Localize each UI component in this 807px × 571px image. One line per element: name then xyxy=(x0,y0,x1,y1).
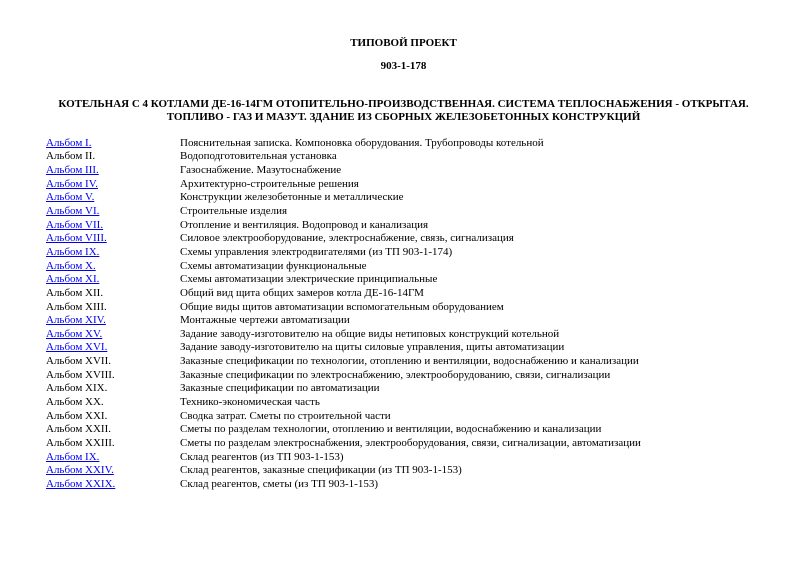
album-link[interactable]: Альбом IX. xyxy=(46,245,100,258)
album-id-cell xyxy=(46,219,180,231)
album-row xyxy=(46,382,786,396)
album-description: Склад реагентов, заказные спецификации (из ТП 903-1-153) xyxy=(180,464,462,477)
album-id-cell xyxy=(46,273,180,285)
album-row xyxy=(46,163,786,177)
album-link[interactable]: Альбом VI. xyxy=(46,205,100,218)
album-row xyxy=(46,341,786,355)
album-id-cell xyxy=(46,137,180,149)
album-id-cell xyxy=(46,191,180,203)
album-description: Силовое электрооборудование, электроснабжение, связь, сигнализация xyxy=(180,232,514,245)
album-id-cell xyxy=(46,382,180,394)
album-link[interactable]: Альбом XV. xyxy=(46,327,103,340)
album-id-cell xyxy=(46,423,180,435)
album-description: Сметы по разделам технологии, отоплению и вентиляции, водоснабжению и канализации xyxy=(180,423,602,436)
album-row xyxy=(46,204,786,218)
album-link[interactable]: Альбом V. xyxy=(46,191,95,204)
album-row xyxy=(46,368,786,382)
project-title-line-1: КОТЕЛЬНАЯ С 4 КОТЛАМИ ДЕ-16-14ГМ ОТОПИТЕЛЬНО-ПРОИЗВОДСТВЕННАЯ. СИСТЕМА ТЕПЛОСНАБЖЕНИЯ - ОТКРЫТАЯ. xyxy=(58,98,749,110)
album-description: Сводка затрат. Сметы по строительной части xyxy=(180,409,391,422)
album-link[interactable]: Альбом IX. xyxy=(46,450,100,463)
album-row xyxy=(46,191,786,205)
album-label: Альбом XXII. xyxy=(46,423,112,436)
project-number-heading: 903-1-178 xyxy=(380,60,427,72)
album-row xyxy=(46,313,786,327)
album-description: Строительные изделия xyxy=(180,205,288,218)
album-row xyxy=(46,259,786,273)
album-description: Сметы по разделам электроснабжения, электрооборудования, связи, сигнализации, автоматизации xyxy=(180,436,641,449)
album-description: Отопление и вентиляция. Водопровод и канализация xyxy=(180,218,429,231)
album-row xyxy=(46,436,786,450)
album-link[interactable]: Альбом XI. xyxy=(46,273,100,286)
album-row xyxy=(46,327,786,341)
album-description: Заказные спецификации по технологии, отоплению и вентиляции, водоснабжению и канализации xyxy=(180,355,639,368)
album-id-cell xyxy=(46,232,180,244)
album-description: Задание заводу-изготовителю на общие виды нетиповых конструкций котельной xyxy=(180,327,560,340)
project-title-line-2: ТОПЛИВО - ГАЗ И МАЗУТ. ЗДАНИЕ ИЗ СБОРНЫХ ЖЕЛЕЗОБЕТОННЫХ КОНСТРУКЦИЙ xyxy=(166,111,641,123)
album-label: Альбом XIX. xyxy=(46,382,108,395)
album-id-cell xyxy=(46,478,180,490)
album-link[interactable]: Альбом X. xyxy=(46,259,96,272)
album-row xyxy=(46,245,786,259)
album-link[interactable]: Альбом III. xyxy=(46,164,99,177)
album-id-cell xyxy=(46,410,180,422)
album-description: Общие виды щитов автоматизации вспомогательным оборудованием xyxy=(180,300,504,313)
album-link[interactable]: Альбом XVI. xyxy=(46,341,108,354)
album-row xyxy=(46,409,786,423)
album-description: Схемы автоматизации функциональные xyxy=(180,259,367,272)
album-link[interactable]: Альбом VII. xyxy=(46,218,104,231)
album-id-cell xyxy=(46,260,180,272)
album-description: Газоснабжение. Мазутоснабжение xyxy=(180,164,342,177)
album-id-cell xyxy=(46,205,180,217)
album-row xyxy=(46,231,786,245)
album-label: Альбом XII. xyxy=(46,286,104,299)
album-label: Альбом XVII. xyxy=(46,355,112,368)
album-description: Склад реагентов (из ТП 903-1-153) xyxy=(180,450,344,463)
album-row xyxy=(46,286,786,300)
album-description: Пояснительная записка. Компоновка оборудования. Трубопроводы котельной xyxy=(180,136,544,149)
album-row xyxy=(46,136,786,150)
album-description: Общий вид щита общих замеров котла ДЕ-16-14ГМ xyxy=(180,286,424,299)
album-id-cell xyxy=(46,341,180,353)
album-description: Склад реагентов, сметы (из ТП 903-1-153) xyxy=(180,477,379,490)
album-row xyxy=(46,300,786,314)
album-list xyxy=(46,136,786,491)
album-id-cell xyxy=(46,314,180,326)
album-label: Альбом II. xyxy=(46,150,96,163)
album-id-cell xyxy=(46,328,180,340)
album-id-cell xyxy=(46,178,180,190)
album-description: Схемы автоматизации электрические принципиальные xyxy=(180,273,438,286)
album-id-cell xyxy=(46,396,180,408)
album-description: Водоподготовительная установка xyxy=(180,150,337,163)
album-label: Альбом XIII. xyxy=(46,300,107,313)
album-id-cell xyxy=(46,246,180,258)
album-row xyxy=(46,422,786,436)
album-row xyxy=(46,395,786,409)
album-id-cell xyxy=(46,150,180,162)
album-row xyxy=(46,150,786,164)
album-link[interactable]: Альбом XXIV. xyxy=(46,464,114,477)
album-id-cell xyxy=(46,451,180,463)
album-label: Альбом XVIII. xyxy=(46,368,115,381)
album-row xyxy=(46,477,786,491)
album-row xyxy=(46,463,786,477)
album-row xyxy=(46,450,786,464)
album-id-cell xyxy=(46,301,180,313)
album-link[interactable]: Альбом VIII. xyxy=(46,232,107,245)
album-description: Конструкции железобетонные и металлические xyxy=(180,191,404,204)
album-id-cell xyxy=(46,464,180,476)
album-row xyxy=(46,272,786,286)
document-type-heading: ТИПОВОЙ ПРОЕКТ xyxy=(350,37,457,49)
album-label: Альбом XXIII. xyxy=(46,436,115,449)
album-description: Заказные спецификации по электроснабжению, электрооборудованию, связи, сигнализации xyxy=(180,368,611,381)
album-row xyxy=(46,354,786,368)
album-row xyxy=(46,177,786,191)
album-id-cell xyxy=(46,437,180,449)
album-description: Задание заводу-изготовителю на щиты силовые управления, щиты автоматизации xyxy=(180,341,565,354)
album-link[interactable]: Альбом XXIX. xyxy=(46,477,116,490)
album-link[interactable]: Альбом IV. xyxy=(46,177,98,190)
album-id-cell xyxy=(46,355,180,367)
album-description: Схемы управления электродвигателями (из ТП 903-1-174) xyxy=(180,245,453,258)
album-link[interactable]: Альбом XIV. xyxy=(46,314,106,327)
album-description: Технико-экономическая часть xyxy=(180,395,320,408)
album-id-cell xyxy=(46,164,180,176)
album-id-cell xyxy=(46,369,180,381)
album-row xyxy=(46,218,786,232)
album-description: Монтажные чертежи автоматизации xyxy=(180,314,350,327)
album-id-cell xyxy=(46,287,180,299)
album-description: Заказные спецификации по автоматизации xyxy=(180,382,380,395)
album-label: Альбом XXI. xyxy=(46,409,108,422)
album-description: Архитектурно-строительные решения xyxy=(180,177,359,190)
album-label: Альбом XX. xyxy=(46,395,104,408)
album-link[interactable]: Альбом I. xyxy=(46,136,92,149)
